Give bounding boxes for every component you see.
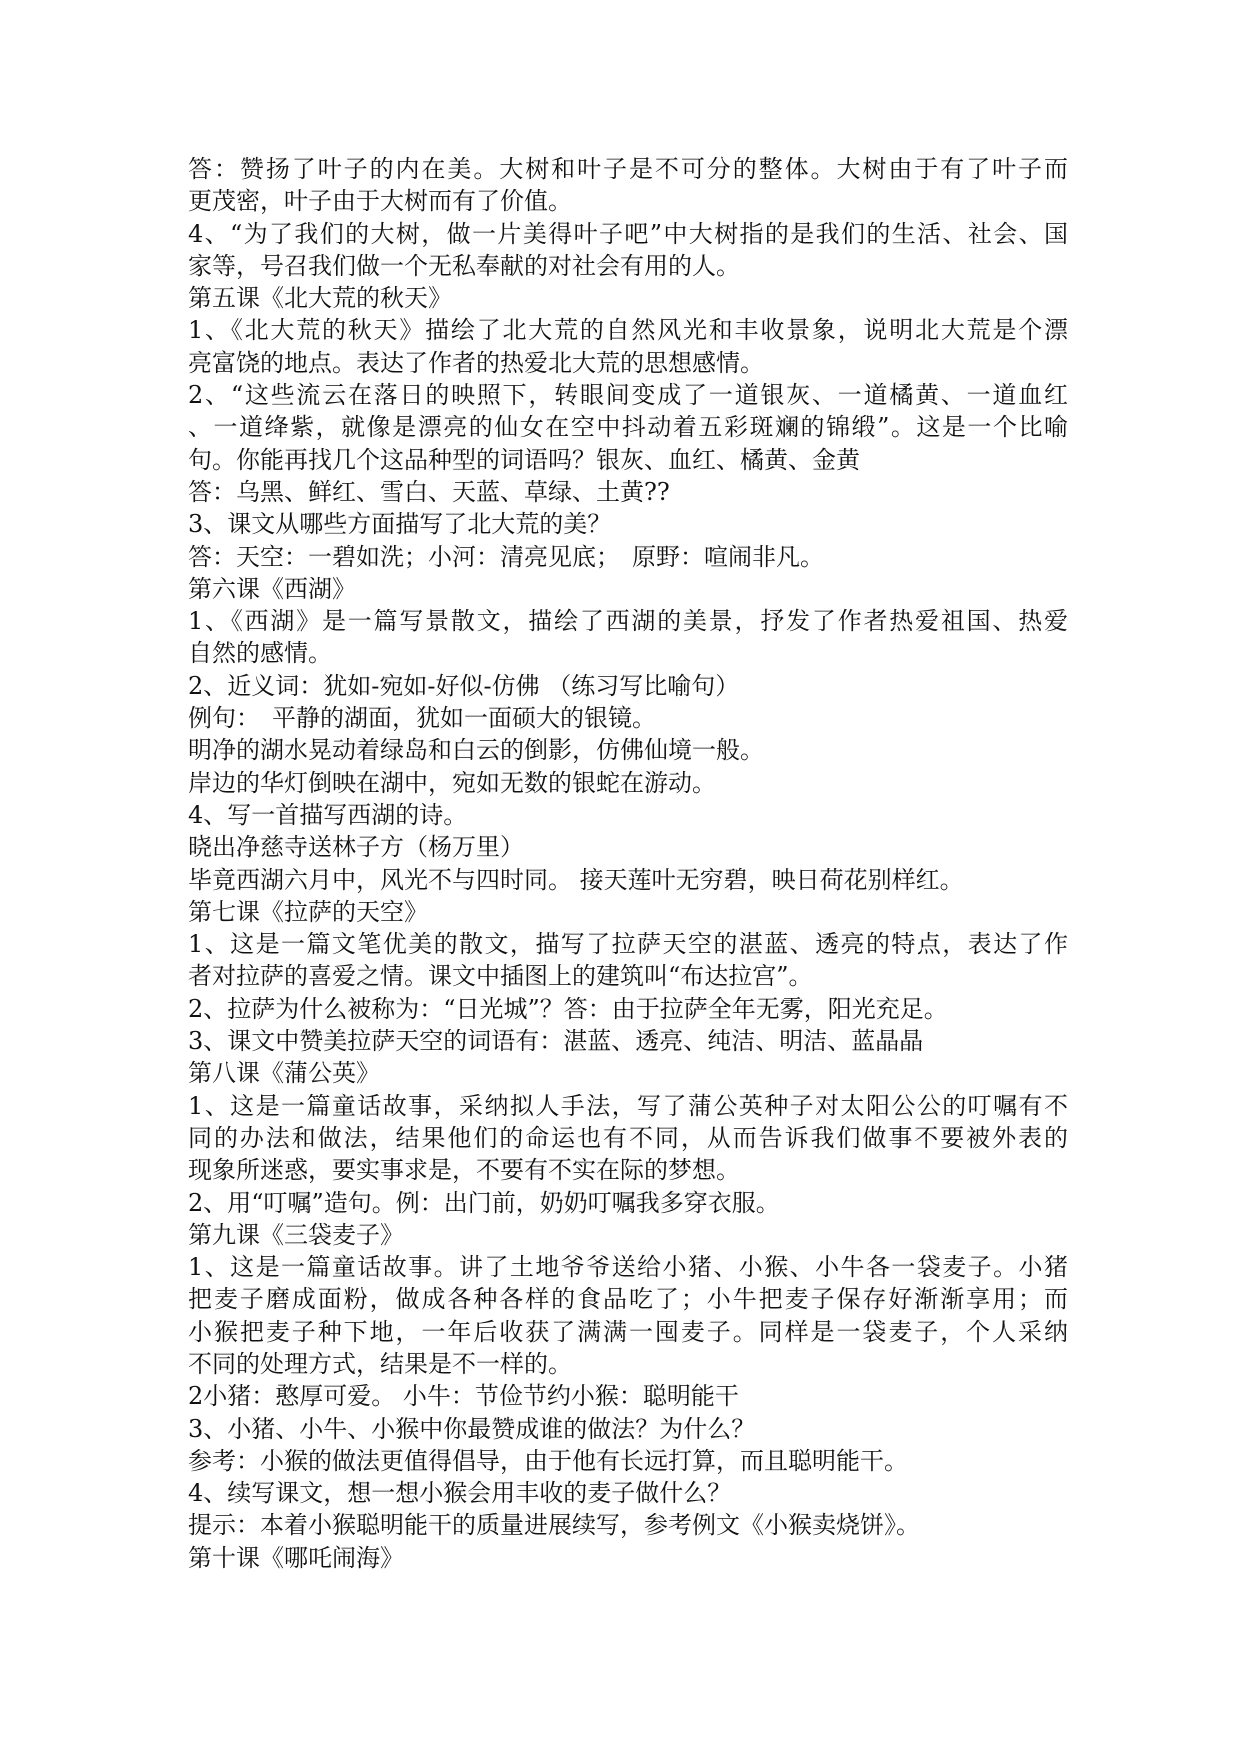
text-line: 现象所迷惑，要实事求是，不要有不实在际的梦想。	[188, 1156, 740, 1185]
text-line: 、一道绛紫，就像是漂亮的仙女在空中抖动着五彩斑斓的锦缎”。这是一个比喻	[188, 413, 1068, 442]
text-line: 亮富饶的地点。表达了作者的热爱北大荒的思想感情。	[188, 348, 764, 377]
text-line: 第九课《三袋麦子》	[188, 1220, 404, 1249]
text-line: 参考：小猴的做法更值得倡导，由于他有长远打算，而且聪明能干。	[188, 1446, 908, 1475]
text-line: 2、“这些流云在落日的映照下，转眼间变成了一道银灰、一道橘黄、一道血红	[188, 381, 1068, 410]
text-line: 明净的湖水晃动着绿岛和白云的倒影，仿佛仙境一般。	[188, 736, 764, 765]
text-line: 1、《北大荒的秋天》描绘了北大荒的自然风光和丰收景象，说明北大荒是个漂	[188, 316, 1068, 345]
text-line: 第五课《北大荒的秋天》	[188, 284, 452, 313]
text-line: 第七课《拉萨的天空》	[188, 897, 428, 926]
text-line: 句。你能再找几个这品种型的词语吗？银灰、血红、橘黄、金黄	[188, 445, 860, 474]
text-line: 同的办法和做法，结果他们的命运也有不同，从而告诉我们做事不要被外表的	[188, 1123, 1068, 1152]
text-line: 1、这是一篇童话故事，采纳拟人手法，写了蒲公英种子对太阳公公的叮嘱有不	[188, 1091, 1068, 1120]
text-line: 把麦子磨成面粉，做成各种各样的食品吃了；小牛把麦子保存好渐渐享用；而	[188, 1285, 1068, 1314]
text-line: 3、小猪、小牛、小猴中你最赞成谁的做法？为什么？	[188, 1414, 756, 1443]
text-line: 2、用“叮嘱”造句。例：出门前，奶奶叮嘱我多穿衣服。	[188, 1188, 780, 1217]
text-line: 者对拉萨的喜爱之情。课文中插图上的建筑叫“布达拉宫”。	[188, 962, 813, 991]
text-line: 例句： 平静的湖面，犹如一面硕大的银镜。	[188, 704, 656, 733]
text-line: 4、“为了我们的大树，做一片美得叶子吧”中大树指的是我们的生活、社会、国	[188, 219, 1068, 248]
text-line: 1、《西湖》是一篇写景散文，描绘了西湖的美景，抒发了作者热爱祖国、热爱	[188, 607, 1068, 636]
text-line: 毕竟西湖六月中，风光不与四时同。 接天莲叶无穷碧，映日荷花别样红。	[188, 865, 964, 894]
text-line: 4、写一首描写西湖的诗。	[188, 800, 468, 829]
text-line: 提示：本着小猴聪明能干的质量进展续写，参考例文《小猴卖烧饼》。	[188, 1511, 920, 1540]
text-line: 小猴把麦子种下地，一年后收获了满满一囤麦子。同样是一袋麦子，个人采纳	[188, 1317, 1068, 1346]
text-line: 第六课《西湖》	[188, 574, 356, 603]
text-line: 2、拉萨为什么被称为：“日光城”？答：由于拉萨全年无雾，阳光充足。	[188, 994, 948, 1023]
text-line: 第十课《哪吒闹海》	[188, 1543, 404, 1572]
text-line: 2小猪：憨厚可爱。 小牛：节俭节约小猴：聪明能干	[188, 1382, 739, 1411]
text-line: 1、这是一篇童话故事。讲了土地爷爷送给小猪、小猴、小牛各一袋麦子。小猪	[188, 1253, 1068, 1282]
text-line: 岸边的华灯倒映在湖中，宛如无数的银蛇在游动。	[188, 768, 716, 797]
text-line: 1、这是一篇文笔优美的散文，描写了拉萨天空的湛蓝、透亮的特点，表达了作	[188, 930, 1068, 959]
text-line: 答：乌黑、鲜红、雪白、天蓝、草绿、土黄??	[188, 477, 670, 506]
text-line: 不同的处理方式，结果是不一样的。	[188, 1349, 572, 1378]
text-line: 答：天空：一碧如洗；小河：清亮见底； 原野：喧闹非凡。	[188, 542, 824, 571]
text-line: 4、续写课文，想一想小猴会用丰收的麦子做什么？	[188, 1479, 732, 1508]
text-line: 自然的感情。	[188, 639, 332, 668]
text-line: 家等，号召我们做一个无私奉献的对社会有用的人。	[188, 251, 740, 280]
document-page	[188, 153, 1068, 1574]
text-line: 答：赞扬了叶子的内在美。大树和叶子是不可分的整体。大树由于有了叶子而	[188, 155, 1068, 183]
text-line: 3、课文中赞美拉萨天空的词语有：湛蓝、透亮、纯洁、明洁、蓝晶晶	[188, 1027, 924, 1056]
text-line: 3、课文从哪些方面描写了北大荒的美？	[188, 510, 612, 539]
text-line: 第八课《蒲公英》	[188, 1059, 380, 1088]
text-line: 更茂密，叶子由于大树而有了价值。	[188, 187, 572, 216]
text-line: 2、近义词：犹如-宛如-好似-仿佛 （练习写比喻句）	[188, 671, 740, 700]
text-line: 晓出净慈寺送林子方（杨万里）	[188, 833, 524, 862]
